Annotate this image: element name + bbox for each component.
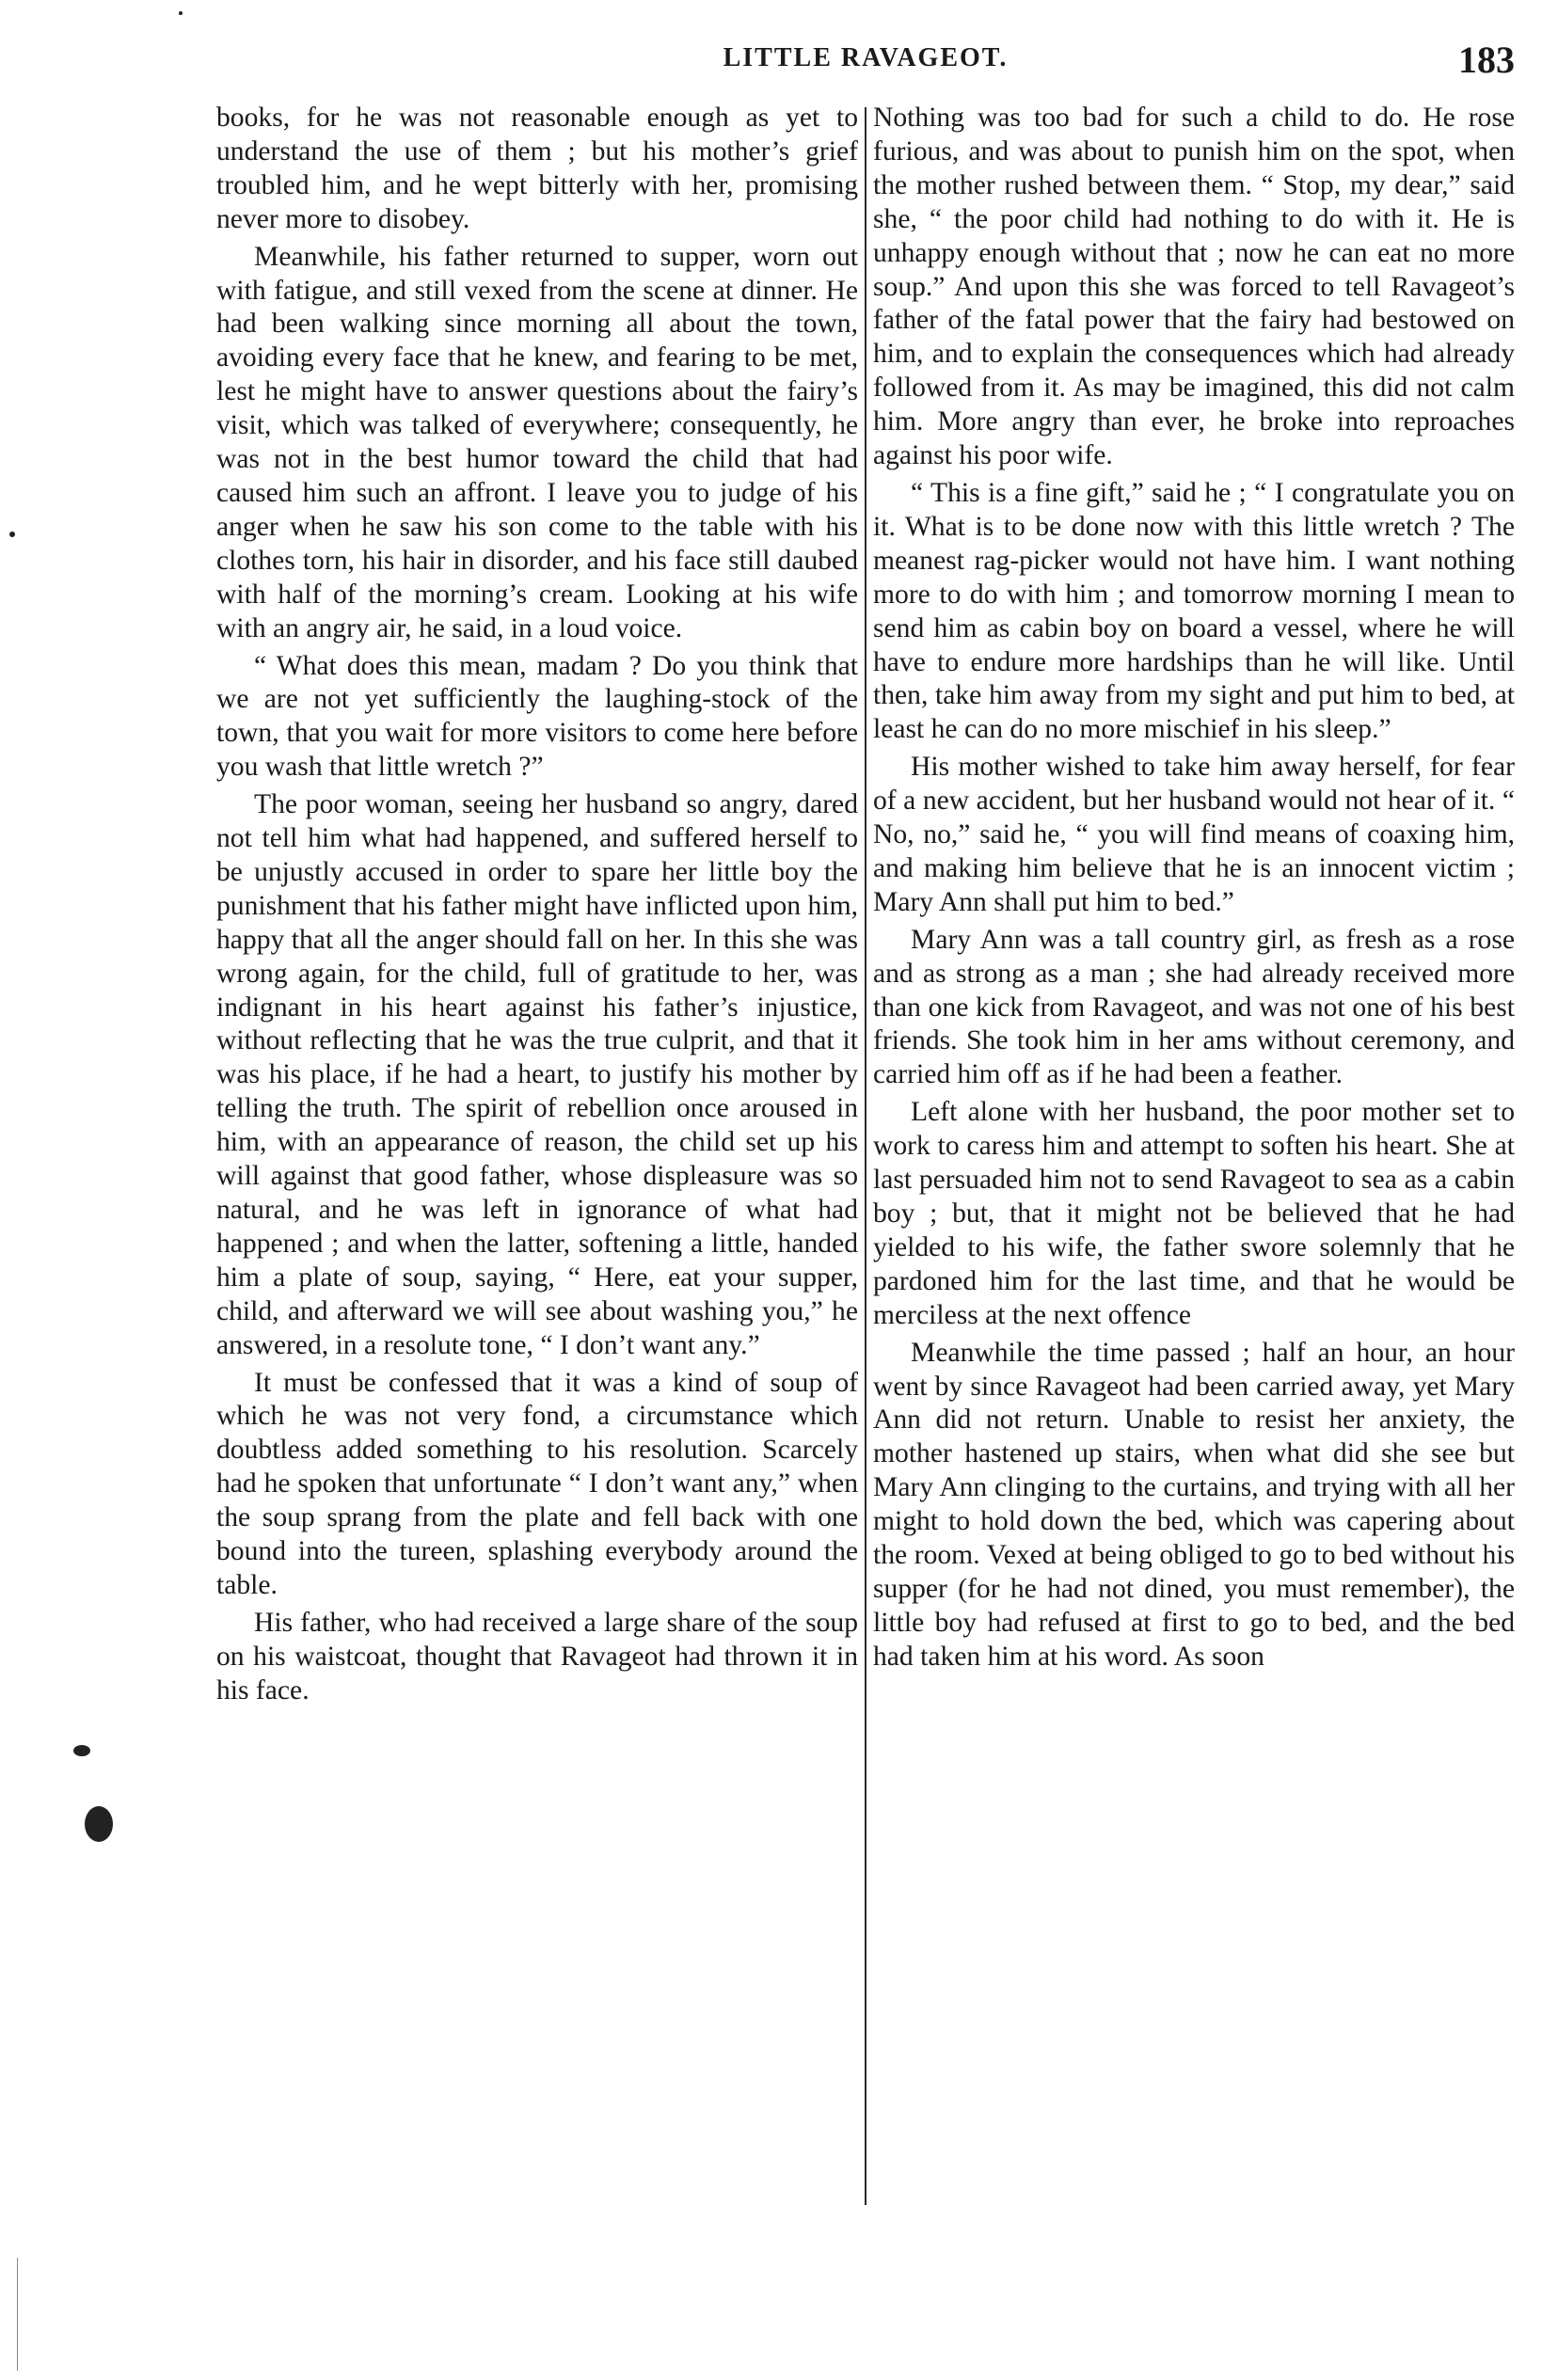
ink-speck bbox=[73, 1745, 90, 1756]
paragraph: It must be confessed that it was a kind of soup of which he was not very fond, a circumstance which doubtless added something to his resolution. Scarcely had he spoken that unfortunate “ I don’t want any,” when the soup sprang from the plate and fell back with one bound into the tureen, splashing everybody around the table. bbox=[216, 1367, 858, 1600]
ink-speck bbox=[9, 532, 15, 537]
paragraph: The poor woman, seeing her husband so angry, dared not tell him what had happened, and suffered herself to be unjustly accused in order to spare her little boy the punishment that his father might have inflicted upon him, happy that all the anger should fall on her. In this she was wrong again, for the child, full of gratitude to her, was indignant in his heart against his father’s injustice, without reflecting that he was the true culprit, and that it was his place, if he had a heart, to justify his mother by telling the truth. The spirit of rebellion once aroused in him, with an appearance of reason, the child set up his will against that good father, whose displeasure was so natural, and he was left in ignorance of what had happened ; and when the latter, softening a little, handed him a plate of soup, saying, “ Here, eat your supper, child, and afterward we will see about washing you,” he answered, in a resolute tone, “ I don’t want any.” bbox=[216, 789, 858, 1360]
paragraph: Mary Ann was a tall country girl, as fresh as a rose and as strong as a man ; she had already received more than one kick from Ravageot, and was not one of his best friends. She took him in her ams without ceremony, and carried him off as if he had been a feather. bbox=[873, 924, 1515, 1090]
paragraph: Left alone with her husband, the poor mother set to work to caress him and attempt to soften his heart. She at last persuaded him not to send Ravageot to sea as a cabin boy ; but, that it might not be believed that he had yielded to his wife, the father swore solemnly that he pardoned him for the last time, and that he would be merciless at the next offence bbox=[873, 1097, 1515, 1330]
paragraph: His father, who had received a large share of the soup on his waistcoat, thought that Ravageot had thrown it in his face. bbox=[216, 1607, 858, 1706]
ink-speck bbox=[179, 11, 183, 15]
paragraph: Meanwhile the time passed ; half an hour, an hour went by since Ravageot had been carried away, yet Mary Ann did not return. Unable to resist her anxiety, the mother hastened up stairs, when what did she see but Mary Ann clinging to the curtains, and trying with all her might to hold down the bed, which was capering about the room. Vexed at being obliged to go to bed without his supper (for he had not dined, you must remember), the little boy had refused at first to go to bed, and the bed had taken him at his word. As soon bbox=[873, 1337, 1515, 1672]
paragraph: Nothing was too bad for such a child to do. He rose furious, and was about to punish him on the spot, when the mother rushed between them. “ Stop, my dear,” said she, “ the poor child had nothing to do with it. He is unhappy enough without that ; now he can eat no more soup.” And upon this she was forced to tell Ravageot’s father of the fatal power that the fairy had bestowed on him, and to explain the consequences which had already followed from it. As may be imagined, this did not calm him. More angry than ever, he broke into reproaches against his poor wife. bbox=[873, 103, 1515, 471]
paragraph: “ What does this mean, madam ? Do you think that we are not yet sufficiently the laughing-stock of the town, that you wait for more visitors to come here before you wash that little wretch ?” bbox=[216, 650, 858, 783]
running-head bbox=[216, 38, 1515, 85]
column-divider bbox=[865, 107, 866, 2205]
scan-edge-line bbox=[17, 2258, 18, 2371]
paragraph: His mother wished to take him away herself, for fear of a new accident, but her husband would not hear of it. “ No, no,” said he, “ you will find means of coaxing him, and making him believe that he is an innocent victim ; Mary Ann shall put him to bed.” bbox=[873, 752, 1515, 917]
paragraph: Meanwhile, his father returned to supper, worn out with fatigue, and still vexed from the scene at dinner. He had been walking since morning all about the town, avoiding every face that he knew, and fearing to be met, lest he might have to answer questions about the fairy’s visit, which was talked of everywhere; consequently, he was not in the best humor toward the child that had caused him such an affront. I leave you to judge of his anger when he saw his son come to the table with his clothes torn, his hair in disorder, and his face still daubed with half of the morning’s cream. Looking at his wife with an angry air, he said, in a loud voice. bbox=[216, 241, 858, 643]
ink-speck bbox=[85, 1806, 113, 1842]
right-column bbox=[873, 102, 1515, 1678]
paragraph: “ This is a fine gift,” said he ; “ I congratulate you on it. What is to be done now with this little wretch ? The meanest rag-picker would not have him. I want nothing more to do with him ; and tomorrow morning I mean to send him as cabin boy on board a vessel, where he will have to endure more hardships than he will like. Until then, take him away from my sight and put him to bed, at least he can do no more mischief in his sleep.” bbox=[873, 477, 1515, 745]
text-columns bbox=[216, 102, 1515, 2209]
left-column bbox=[216, 102, 858, 1712]
paragraph: books, for he was not reasonable enough as yet to understand the use of them ; but his mother’s grief troubled him, and he wept bitterly with her, promising never more to disobey. bbox=[216, 103, 858, 234]
running-title: LITTLE RAVAGEOT. bbox=[723, 43, 1009, 72]
page-number: 183 bbox=[1458, 39, 1515, 81]
